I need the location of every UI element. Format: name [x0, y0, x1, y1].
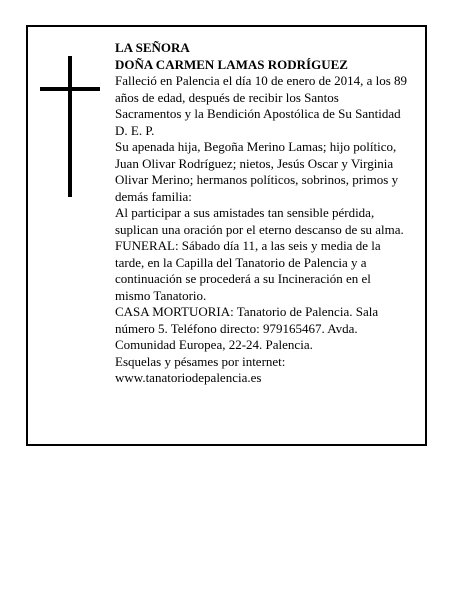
obituary-notice [26, 25, 427, 446]
notice-line: número 5. Teléfono directo: 979165467. Avda. [115, 320, 358, 336]
website-url: www.tanatoriodepalencia.es [115, 370, 262, 385]
cross-horizontal-bar [40, 87, 100, 91]
notice-line: suplican una oración por el eterno descanso de su alma. [115, 221, 404, 237]
notice-line: Falleció en Palencia el día 10 de enero de 2014, a los 89 [115, 73, 408, 88]
notice-line: mismo Tanatorio. [115, 287, 207, 303]
notice-line: CASA MORTUORIA: Tanatorio de Palencia. Sala [115, 304, 379, 319]
cross-vertical-bar [68, 56, 72, 197]
notice-line: Juan Olivar Rodríguez; nietos, Jesús Oscar y Virginia [115, 155, 394, 171]
notice-line: FUNERAL: Sábado día 11, a las seis y media de la [115, 238, 381, 253]
notice-line: años de edad, después de recibir los Santos [115, 89, 339, 105]
deceased-name: DOÑA CARMEN LAMAS RODRÍGUEZ [115, 56, 348, 72]
notice-line: tarde, en la Capilla del Tanatorio de Palencia y a [115, 254, 367, 270]
notice-line: D. E. P. [115, 122, 155, 138]
notice-line: Su apenada hija, Begoña Merino Lamas; hijo político, [115, 139, 397, 154]
notice-line: Esquelas y pésames por internet: [115, 353, 286, 369]
notice-line: Al participar a sus amistades tan sensible pérdida, [115, 205, 375, 220]
notice-line: Sacramentos y la Bendición Apostólica de Su Santidad [115, 106, 401, 121]
notice-text [115, 40, 423, 387]
notice-line: continuación se procederá a su Incineración en el [115, 271, 371, 286]
notice-line: demás familia: [115, 188, 192, 204]
notice-line: Olivar Merino; hermanos políticos, sobrinos, primos y [115, 172, 399, 187]
notice-line: Comunidad Europea, 22-24. Palencia. [115, 337, 313, 352]
notice-title: LA SEÑORA [115, 40, 190, 55]
